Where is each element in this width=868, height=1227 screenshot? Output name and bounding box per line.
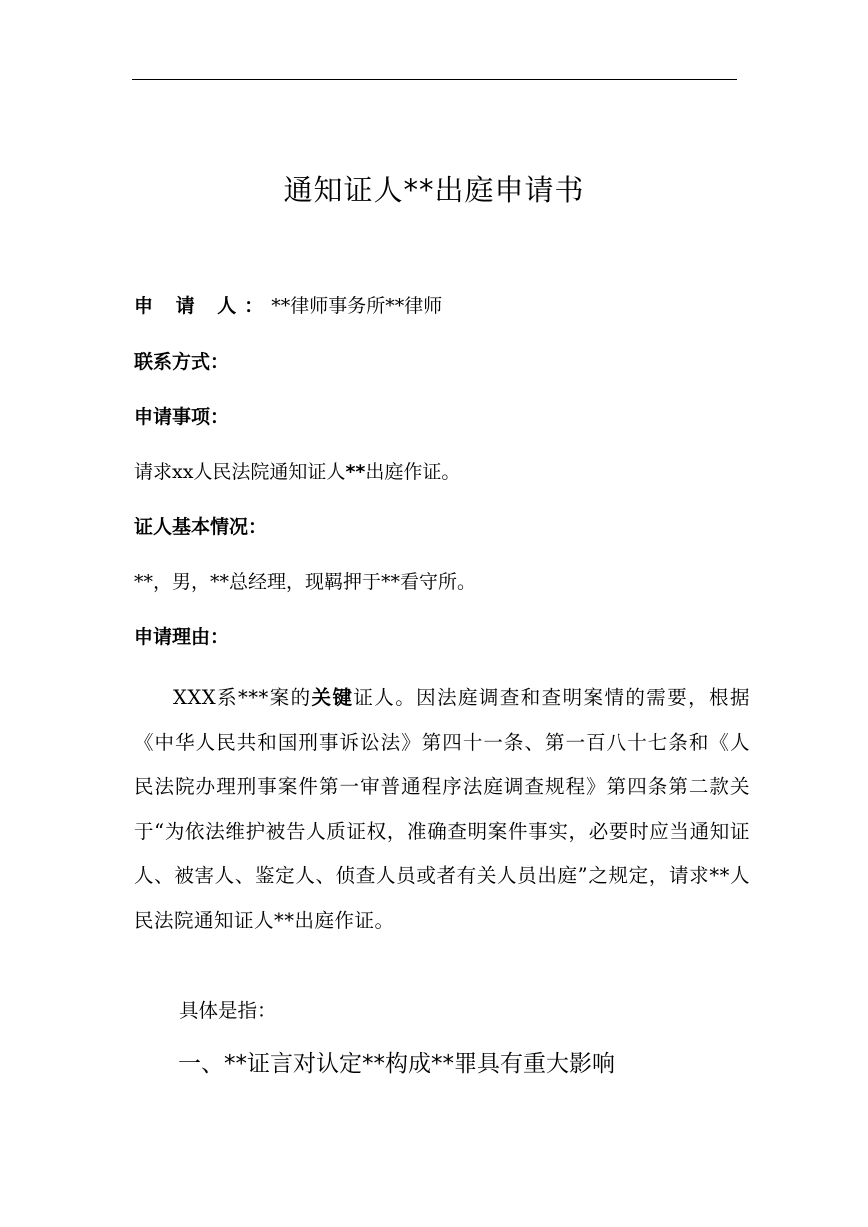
specific-intro: 具体是指： <box>179 999 277 1022</box>
request-matters-text <box>134 457 460 487</box>
contact-line <box>134 347 229 377</box>
reasons-part-1: XXX系***案的 <box>173 686 312 709</box>
reasons-part-2: 证人。因法庭调查和查明案情的需要，根据《中华人民共和国刑事诉讼法》第四十一条、第一百八十七条和《人民法院办理刑事案件第一审普通程序法庭调查规程》第四条第二款关于“为依法维护被告人质证权，准确查明案件事实，必要时应当通知证人、被害人、鉴定人、侦查人员或者有关人员出庭”之规定，请求**人民法院通知证人**出庭作证。 <box>134 686 750 932</box>
request-text-bold: ** <box>345 461 366 483</box>
contact-label: 联系方式： <box>134 351 230 373</box>
request-matters-line <box>134 402 229 432</box>
request-matters-label: 申请事项： <box>134 406 230 428</box>
applicant-label: 申 请 人： <box>134 295 272 317</box>
witness-info-text: **，男，**总经理，现羁押于**看守所。 <box>134 571 477 593</box>
witness-info-label: 证人基本情况： <box>134 516 268 538</box>
reasons-bold-word: 关键 <box>311 686 354 709</box>
reasons-line <box>134 622 229 652</box>
reasons-paragraph <box>134 676 750 943</box>
witness-info-line <box>134 512 267 542</box>
header-rule <box>132 79 737 80</box>
request-text-before: 请求xx人民法院通知证人 <box>134 461 346 483</box>
applicant-value: **律师事务所**律师 <box>271 295 443 317</box>
reasons-label: 申请理由： <box>134 626 230 648</box>
document-title: 通知证人**出庭申请书 <box>283 173 585 207</box>
section-heading-one: 一、**证言对认定**构成**罪具有重大影响 <box>178 1051 615 1077</box>
request-text-after: 出庭作证。 <box>365 461 461 483</box>
applicant-line <box>134 291 442 321</box>
